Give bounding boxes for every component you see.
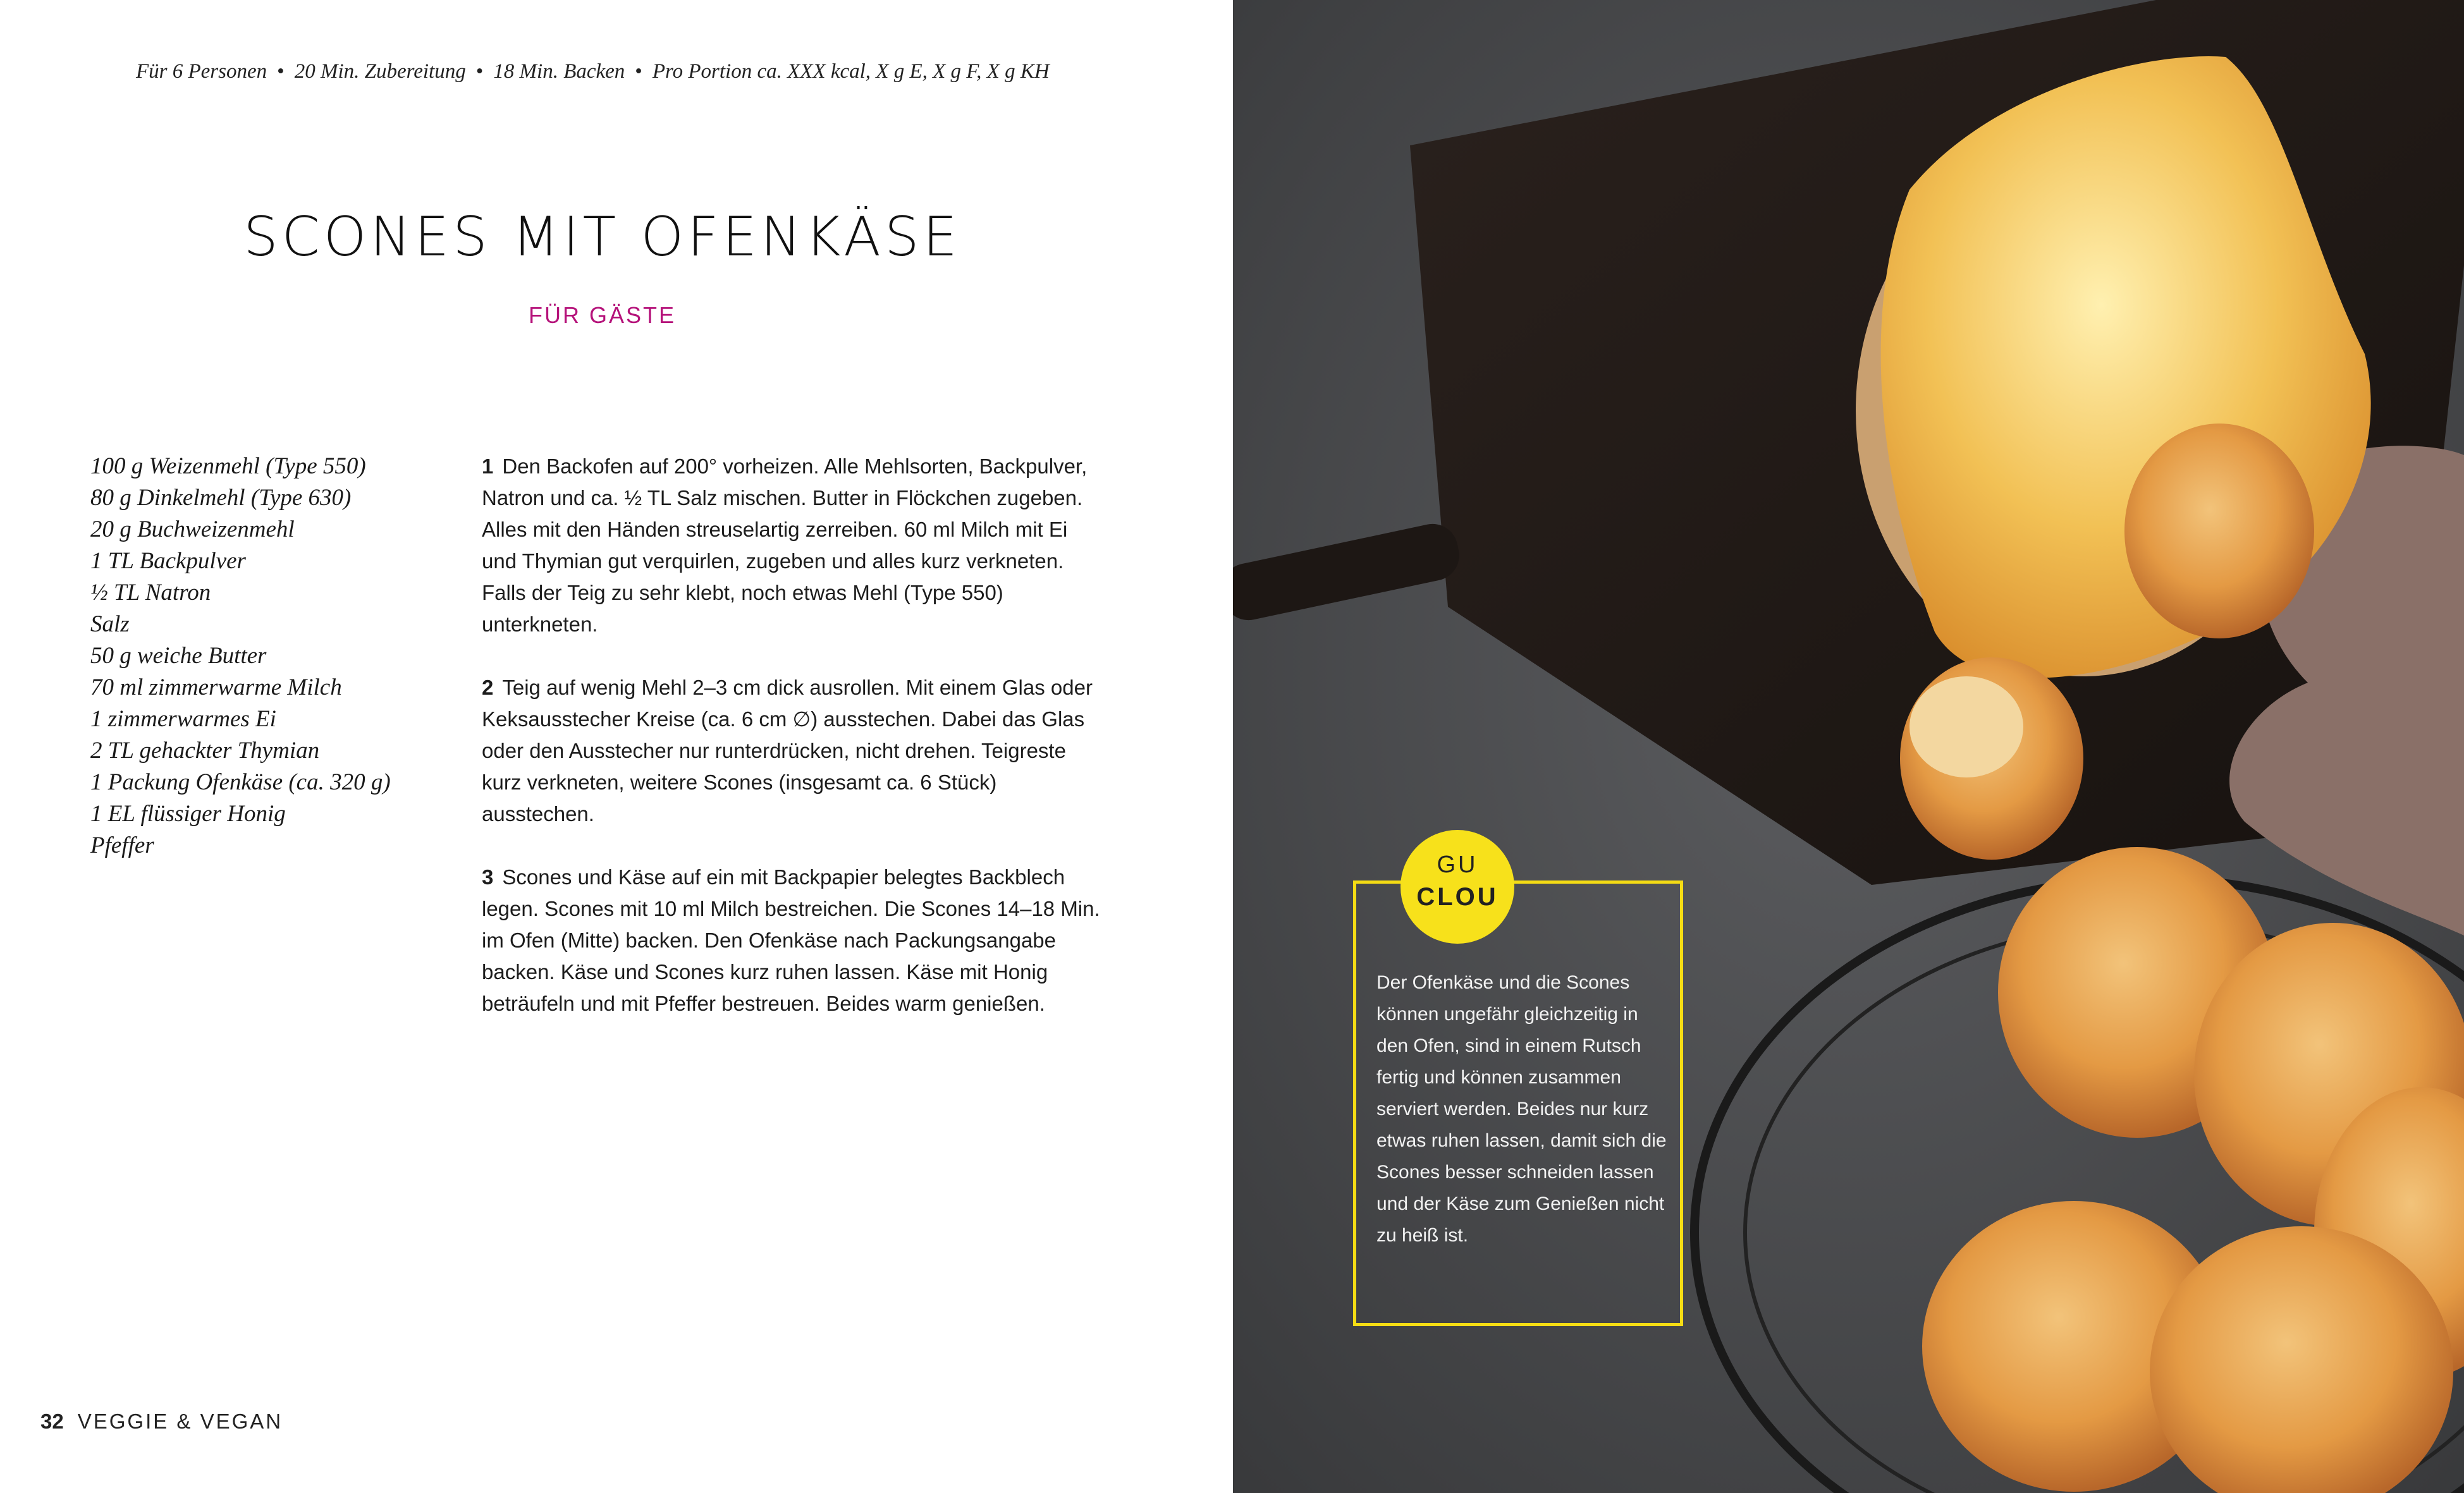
meta-prep: 20 Min. Zubereitung xyxy=(294,60,466,83)
badge-line-1: GU xyxy=(1437,851,1478,878)
page-number: 32 xyxy=(40,1410,64,1433)
step-number: 2 xyxy=(482,676,494,699)
recipe-title: SCONES MIT OFENKÄSE xyxy=(243,205,961,269)
step-2 xyxy=(482,672,1101,830)
step-text: Scones und Käse auf ein mit Backpapier belegtes Backblech legen. Scones mit 10 ml Milch bestreichen. Die Scones 14–18 Min. im Ofen (Mitte) backen. Den Ofenkäse nach Packungsangabe backen. Käse und Scones kurz ruhen lassen. Käse mit Honig beträufeln und mit Pfeffer bestreuen. Beides warm genießen. xyxy=(482,865,1100,1015)
ingredient-item: 1 Packung Ofenkäse (ca. 320 g) xyxy=(90,769,391,795)
section-name: VEGGIE & VEGAN xyxy=(77,1410,283,1433)
scone-crumb xyxy=(1909,676,2023,777)
recipe-subtitle: FÜR GÄSTE xyxy=(528,302,676,328)
step-number: 3 xyxy=(482,865,494,889)
ingredient-item: 70 ml zimmerwarme Milch xyxy=(90,674,342,700)
ingredient-item: 1 EL flüssiger Honig xyxy=(90,801,286,827)
ingredient-item: 1 zimmerwarmes Ei xyxy=(90,706,276,732)
step-text: Teig auf wenig Mehl 2–3 cm dick ausrollen. Mit einem Glas oder Keksausstecher Kreise (ca. 6 cm ∅) ausstechen. Dabei das Glas oder den Ausstecher nur runterdrücken, nicht drehen. Teigreste kurz verkneten, weitere Scones (insgesamt ca. 6 Stück) ausstechen. xyxy=(482,676,1093,826)
ingredient-item: Pfeffer xyxy=(90,832,154,858)
tip-text: Der Ofenkäse und die Scones können ungefähr gleichzeitig in den Ofen, sind in einem Rutsch fertig und können zusammen serviert werden. Beides nur kurz etwas ruhen lassen, damit sich die Scones besser schneiden lassen und der Käse zum Genießen nicht zu heiß ist. xyxy=(1376,972,1667,1246)
ingredient-item: ½ TL Natron xyxy=(90,580,211,606)
ingredient-item: 50 g weiche Butter xyxy=(90,643,267,669)
meta-nutrition: Pro Portion ca. XXX kcal, X g E, X g F, X g KH xyxy=(652,60,1050,83)
ingredient-item: 1 TL Backpulver xyxy=(90,548,246,574)
ingredient-item: 2 TL gehackter Thymian xyxy=(90,738,320,764)
bullet-icon: • xyxy=(475,60,484,83)
badge-line-2: CLOU xyxy=(1416,883,1499,911)
step-1 xyxy=(482,451,1101,640)
ingredient-list xyxy=(90,451,391,862)
meta-bake: 18 Min. Backen xyxy=(493,60,625,83)
scone xyxy=(2124,424,2314,638)
bullet-icon: • xyxy=(635,60,642,83)
bullet-icon: • xyxy=(277,60,285,83)
ingredient-item: 100 g Weizenmehl (Type 550) xyxy=(90,453,366,479)
instruction-steps xyxy=(482,451,1101,1051)
recipe-meta xyxy=(136,60,1050,83)
ingredient-item: 20 g Buchweizenmehl xyxy=(90,516,295,542)
ingredient-item: Salz xyxy=(90,611,130,637)
step-text: Den Backofen auf 200° vorheizen. Alle Mehlsorten, Backpulver, Natron und ca. ½ TL Salz mischen. Butter in Flöckchen zugeben. Alles mit den Händen streuselartig zerreiben. 60 ml Milch mit Ei und Thymian gut verquirlen, zugeben und alles kurz verkneten. Falls der Teig zu sehr klebt, noch etwas Mehl (Type 550) unterkneten. xyxy=(482,454,1088,636)
step-3 xyxy=(482,862,1101,1020)
gu-clou-badge xyxy=(1401,830,1514,944)
page-footer xyxy=(40,1410,283,1434)
step-number: 1 xyxy=(482,454,494,478)
meta-servings: Für 6 Personen xyxy=(136,60,267,83)
ingredient-item: 80 g Dinkelmehl (Type 630) xyxy=(90,485,352,511)
